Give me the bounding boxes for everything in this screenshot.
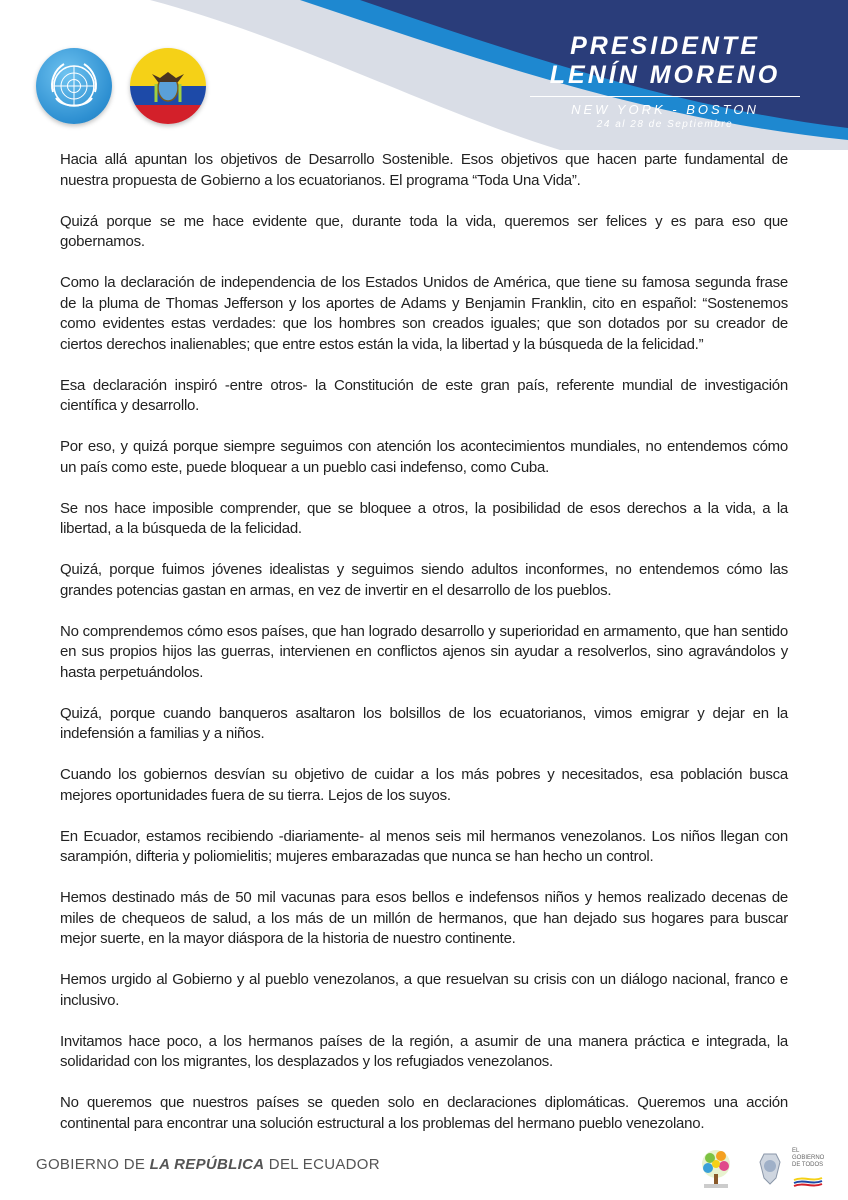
footer-emphasis: LA REPÚBLICA <box>149 1156 265 1173</box>
gobierno-de-todos-label: EL GOBIERNO DE TODOS <box>792 1148 825 1168</box>
paragraph: Cuando los gobiernos desvían su objetivo de cuidar a los más pobres y necesitados, esa población busca mejores oportunidades fuera de su tierra. Lejos de los suyos. <box>60 766 788 804</box>
paragraph: Quizá, porque fuimos jóvenes idealistas y seguimos siendo adultos inconformes, no entendemos cómo las grandes potencias gastan en armas, en vez de invertir en el desarrollo de los pueblos. <box>60 561 788 599</box>
event-dates: 24 al 28 de Septiembre <box>596 119 734 130</box>
paragraph: Por eso, y quizá porque siempre seguimos con atención los acontecimientos mundiales, no entendemos cómo un país como este, puede bloquear a un pueblo casi indefenso, como Cuba. <box>60 438 788 476</box>
paragraph: No comprendemos cómo esos países, que han logrado desarrollo y superioridad en armamento, que han sentido en sus propios hijos las guerras, intervienen en conflictos ajenos sin ayudar a resolverlos, sino agravándolos y hasta perpetuándolos. <box>60 622 788 681</box>
event-location: NEW YORK - BOSTON <box>571 102 759 117</box>
paragraph: Hemos destinado más de 50 mil vacunas para esos bellos e indefensos niños y hemos realizado decenas de miles de chequeos de salud, a los más de un millón de hermanos, que han dejado sus hogares para buscar mejor suerte, en la mayor diáspora de la historia de nuestro continente. <box>60 889 788 947</box>
globe-icon <box>36 48 112 124</box>
header-title-block <box>530 32 800 131</box>
paragraph: Esa declaración inspiró -entre otros- la Constitución de este gran país, referente mundial de investigación científica y desarrollo. <box>60 376 788 414</box>
title-line-1: PRESIDENTE <box>570 32 760 60</box>
title-line-2: LENÍN MORENO <box>549 61 781 89</box>
paragraph: Invitamos hace poco, a los hermanos países de la región, a asumir de una manera práctica e integrada, la solidaridad con los migrantes, los desplazados y los refugiados venezolanos. <box>60 1032 788 1070</box>
paragraph: En Ecuador, estamos recibiendo -diariamente- al menos seis mil hermanos venezolanos. Los niños llegan con sarampión, difteria y poliomielitis; mujeres embarazadas que nunca se han hecho un control. <box>60 827 788 865</box>
title-divider <box>530 96 800 97</box>
paragraph: Se nos hace imposible comprender, que se bloquee a otros, la posibilidad de esos derechos a la vida, a la libertad, a la búsqueda de la felicidad. <box>60 499 788 537</box>
paragraph: Como la declaración de independencia de los Estados Unidos de América, que tiene su famosa segunda frase de la pluma de Thomas Jefferson y los aportes de Adams y Benjamin Franklin, cito en español: “Sostenemos como evidentes estas verdades: que los hombres son creados iguales; que son dotados por su creador de ciertos derechos inalienables; que entre estos están la vida, la libertad y la búsqueda de la felicidad.” <box>60 274 788 353</box>
paragraph: Hacia allá apuntan los objetivos de Desarrollo Sostenible. Esos objetivos que hacen parte fundamental de nuestra propuesta de Gobierno a los ecuatorianos. El programa “Toda Una Vida”. <box>60 151 788 189</box>
footer-prefix: GOBIERNO DE <box>36 1156 150 1173</box>
speech-body <box>60 150 788 1155</box>
ecuador-coat-of-arms-icon <box>130 48 206 124</box>
paragraph: Quizá, porque cuando banqueros asaltaron los bolsillos de los ecuatorianos, vimos emigrar y dejar en la indefensión a familias y a niños. <box>60 704 788 742</box>
paragraph: Quizá porque se me hace evidente que, durante toda la vida, queremos ser felices y es para eso que gobernamos. <box>60 212 788 250</box>
un-emblem <box>36 48 112 124</box>
footer-suffix: DEL ECUADOR <box>264 1156 380 1173</box>
footer-government-name <box>36 1156 380 1173</box>
ecuador-flag-emblem <box>130 48 206 124</box>
toda-una-vida-logo-icon <box>692 1144 740 1192</box>
paragraph: No queremos que nuestros países se queden solo en declaraciones diplomáticas. Queremos una acción continental para encontrar una solución estructural a los problemas del hermano pueblo venezolano. <box>60 1094 788 1132</box>
paragraph: Hemos urgido al Gobierno y al pueblo venezolanos, a que resuelvan su crisis con un diálogo nacional, franco e inclusivo. <box>60 971 788 1009</box>
